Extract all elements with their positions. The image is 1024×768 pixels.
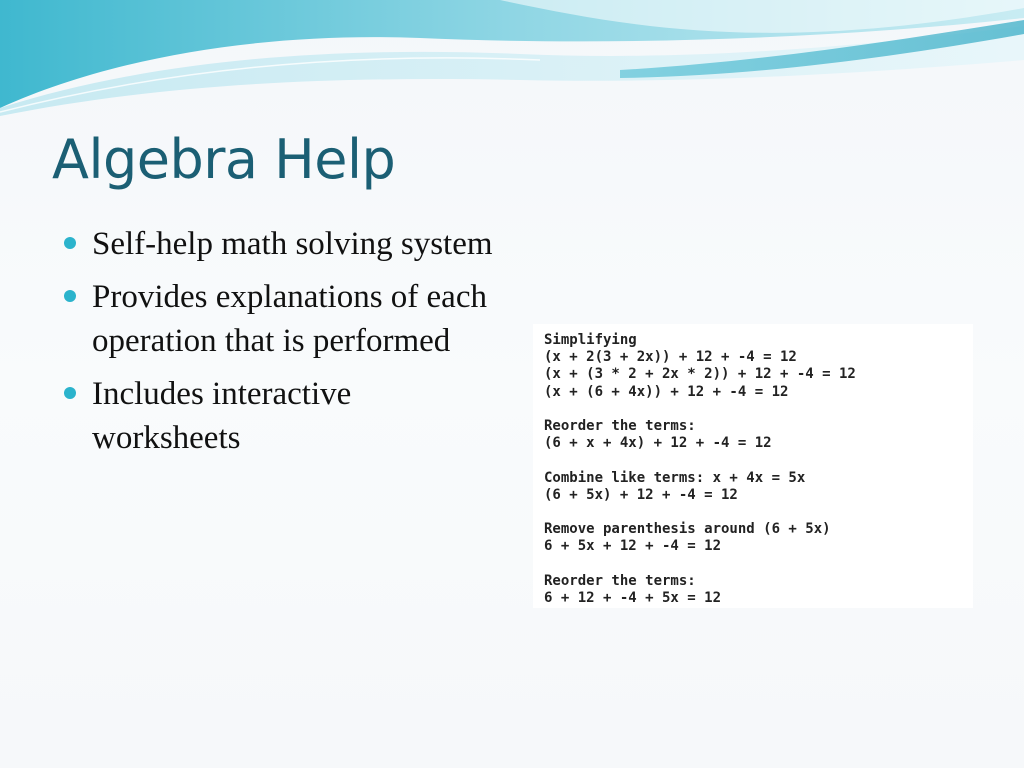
step-spacer — [544, 504, 856, 521]
solution-screenshot — [533, 324, 973, 608]
slide-title: Algebra Help — [52, 128, 396, 191]
bullet-item — [62, 275, 502, 364]
step-heading: Reorder the terms: — [544, 572, 696, 589]
step-heading: Remove parenthesis around (6 + 5x) — [544, 521, 831, 538]
step-equation: (x + 2(3 + 2x)) + 12 + -4 = 12 — [544, 349, 797, 366]
solution-steps — [544, 332, 856, 607]
bullet-text: Includes interactive worksheets — [92, 375, 352, 456]
bullet-list — [62, 222, 502, 469]
bullet-item — [62, 372, 502, 461]
step-equation: (x + (6 + 4x)) + 12 + -4 = 12 — [544, 383, 789, 400]
bullet-dot-icon — [64, 237, 76, 249]
step-spacer — [544, 401, 856, 418]
step-heading: Reorder the terms: — [544, 417, 696, 434]
bullet-dot-icon — [64, 290, 76, 302]
step-spacer — [544, 555, 856, 572]
step-heading: Combine like terms: x + 4x = 5x — [544, 469, 806, 486]
step-equation: 6 + 5x + 12 + -4 = 12 — [544, 538, 722, 555]
step-equation: (6 + 5x) + 12 + -4 = 12 — [544, 486, 738, 503]
step-spacer — [544, 452, 856, 469]
bullet-text: Provides explanations of each operation that is performed — [92, 278, 487, 359]
bullet-dot-icon — [64, 387, 76, 399]
bullet-text: Self-help math solving system — [92, 226, 493, 262]
step-heading: Simplifying — [544, 332, 637, 348]
step-equation: 6 + 12 + -4 + 5x = 12 — [544, 589, 722, 606]
step-equation: (6 + x + 4x) + 12 + -4 = 12 — [544, 435, 772, 452]
bullet-item — [62, 222, 502, 267]
header-wave-decoration — [0, 0, 1024, 120]
step-equation: (x + (3 * 2 + 2x * 2)) + 12 + -4 = 12 — [544, 366, 856, 383]
